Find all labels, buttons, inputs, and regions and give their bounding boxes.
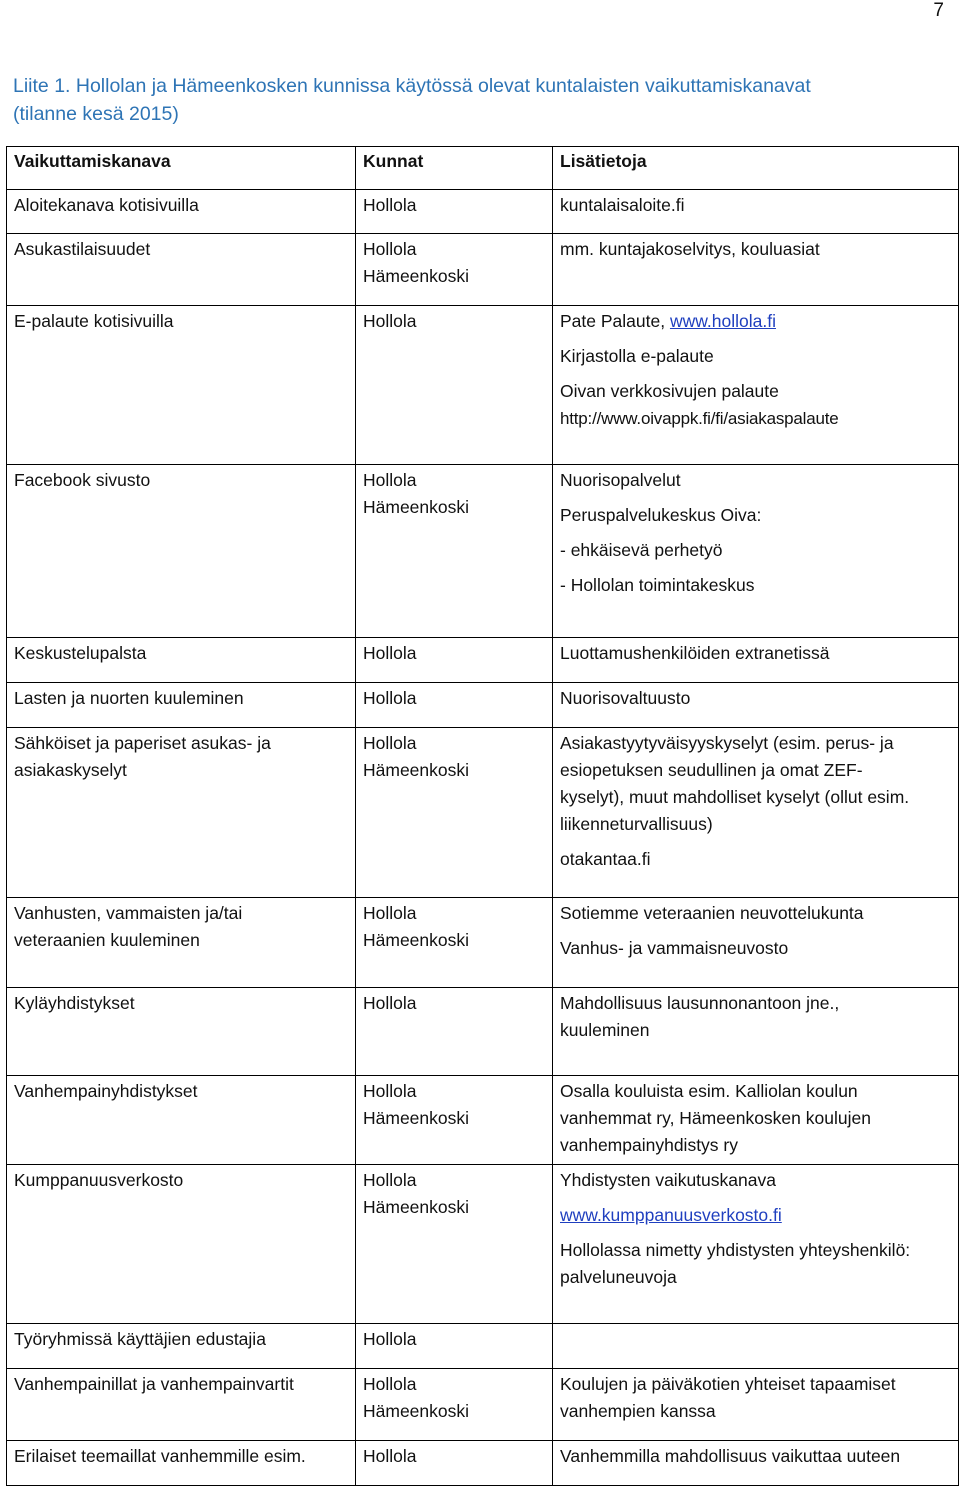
info-paragraph [560, 1443, 952, 1470]
info-text: palveluneuvoja [560, 1267, 677, 1287]
page-number: 7 [933, 0, 944, 21]
municipalities-cell [356, 728, 553, 898]
table-header-row [7, 147, 959, 190]
info-text: - Hollolan toimintakeskus [560, 575, 755, 595]
channel-cell [7, 1324, 356, 1369]
channel-text: Vanhempainillat ja vanhempainvartit [14, 1374, 294, 1394]
info-text: Kirjastolla e-palaute [560, 346, 714, 366]
heading-line-1: Liite 1. Hollolan ja Hämeenkosken kunnissa käytössä olevat kuntalaisten vaikuttamiskanavat [13, 75, 811, 97]
info-text: Asiakastyytyväisyyskyselyt (esim. perus- ja [560, 733, 894, 753]
info-cell [553, 190, 959, 234]
table-row [7, 1441, 959, 1486]
channel-text: Asukastilaisuudet [14, 239, 151, 259]
municipality-text: Hollola [363, 239, 417, 259]
info-text: vanhempien kanssa [560, 1401, 716, 1421]
channel-text: asiakaskyselyt [14, 760, 127, 780]
municipality-text: Hämeenkoski [363, 930, 470, 950]
channel-cell [7, 988, 356, 1076]
municipality-text: Hollola [363, 733, 417, 753]
info-text: Peruspalvelukeskus Oiva: [560, 505, 762, 525]
info-text: Sotiemme veteraanien neuvottelukunta [560, 903, 864, 923]
municipality-text: Hollola [363, 688, 417, 708]
info-text: kuuleminen [560, 1020, 650, 1040]
municipality-text: Hollola [363, 1329, 417, 1349]
info-text: - ehkäisevä perhetyö [560, 540, 723, 560]
info-paragraph [560, 1237, 952, 1291]
channel-text: Facebook sivusto [14, 470, 151, 490]
municipality-text: Hämeenkoski [363, 1401, 470, 1421]
municipalities-cell [356, 898, 553, 988]
municipality-text: Hollola [363, 993, 417, 1013]
info-text: http://www.oivappk.fi/fi/asiakaspalaute [560, 409, 839, 428]
heading-line-2: (tilanne kesä 2015) [13, 103, 179, 125]
info-paragraph [560, 467, 952, 494]
info-link[interactable]: www.kumppanuusverkosto.fi [560, 1205, 782, 1225]
table-row [7, 234, 959, 306]
info-cell [553, 683, 959, 728]
influence-channels-table [6, 146, 959, 1486]
channel-cell [7, 683, 356, 728]
table-row [7, 683, 959, 728]
municipalities-cell [356, 1441, 553, 1486]
info-text: Osalla kouluista esim. Kalliolan koulun [560, 1081, 858, 1101]
info-paragraph [560, 572, 952, 599]
info-paragraph [560, 640, 952, 667]
info-paragraph [560, 1078, 952, 1159]
table-row [7, 898, 959, 988]
table-row [7, 465, 959, 638]
channel-text: Työryhmissä käyttäjien edustajia [14, 1329, 266, 1349]
info-paragraph [560, 846, 952, 873]
table-row [7, 190, 959, 234]
channel-text: Kyläyhdistykset [14, 993, 135, 1013]
info-cell [553, 1324, 959, 1369]
channel-cell [7, 234, 356, 306]
info-paragraph [560, 730, 952, 838]
channel-text: Erilaiset teemaillat vanhemmille esim. [14, 1446, 306, 1466]
info-cell [553, 1165, 959, 1324]
header-channel: Vaikuttamiskanava [7, 147, 356, 190]
info-paragraph [560, 378, 952, 432]
channel-text: Aloitekanava kotisivuilla [14, 195, 199, 215]
channel-cell [7, 1441, 356, 1486]
info-text: Oivan verkkosivujen palaute [560, 381, 779, 401]
info-text: vanhempainyhdistys ry [560, 1135, 738, 1155]
channel-text: veteraanien kuuleminen [14, 930, 200, 950]
municipalities-cell [356, 1165, 553, 1324]
info-cell [553, 1369, 959, 1441]
channel-text: Lasten ja nuorten kuuleminen [14, 688, 244, 708]
info-cell [553, 234, 959, 306]
info-text: vanhemmat ry, Hämeenkosken koulujen [560, 1108, 871, 1128]
info-paragraph [560, 990, 952, 1044]
municipality-text: Hämeenkoski [363, 266, 470, 286]
municipality-text: Hollola [363, 311, 417, 331]
header-info: Lisätietoja [553, 147, 959, 190]
info-text: Nuorisovaltuusto [560, 688, 691, 708]
municipality-text: Hämeenkoski [363, 1197, 470, 1217]
info-cell [553, 638, 959, 683]
info-cell [553, 988, 959, 1076]
info-text: Pate Palaute, [560, 311, 670, 331]
info-paragraph [560, 1371, 952, 1425]
info-cell [553, 1441, 959, 1486]
info-cell [553, 1076, 959, 1165]
info-text: Vanhus- ja vammaisneuvosto [560, 938, 789, 958]
municipality-text: Hämeenkoski [363, 1108, 470, 1128]
table-row [7, 1324, 959, 1369]
info-text: kyselyt), muut mahdolliset kyselyt (ollut esim. [560, 787, 910, 807]
municipalities-cell [356, 234, 553, 306]
table-row [7, 1369, 959, 1441]
channel-cell [7, 1165, 356, 1324]
municipalities-cell [356, 190, 553, 234]
channel-cell [7, 190, 356, 234]
municipalities-cell [356, 1076, 553, 1165]
info-paragraph [560, 1167, 952, 1194]
municipalities-cell [356, 988, 553, 1076]
channel-cell [7, 728, 356, 898]
info-cell [553, 465, 959, 638]
info-cell [553, 728, 959, 898]
info-text: Hollolassa nimetty yhdistysten yhteyshenkilö: [560, 1240, 911, 1260]
info-text: otakantaa.fi [560, 849, 651, 869]
info-paragraph [560, 308, 952, 335]
channel-text: Kumppanuusverkosto [14, 1170, 184, 1190]
municipality-text: Hollola [363, 1374, 417, 1394]
info-text: Yhdistysten vaikutuskanava [560, 1170, 776, 1190]
info-paragraph [560, 685, 952, 712]
municipalities-cell [356, 683, 553, 728]
table-row [7, 988, 959, 1076]
info-paragraph [560, 1202, 952, 1229]
table-row [7, 1165, 959, 1324]
info-paragraph [560, 502, 952, 529]
info-cell [553, 898, 959, 988]
channel-text: Keskustelupalsta [14, 643, 147, 663]
channel-text: Vanhusten, vammaisten ja/tai [14, 903, 243, 923]
municipality-text: Hollola [363, 903, 417, 923]
municipality-text: Hämeenkoski [363, 497, 470, 517]
info-text: kuntalaisaloite.fi [560, 195, 685, 215]
info-text: esiopetuksen seudullinen ja omat ZEF- [560, 760, 863, 780]
municipality-text: Hämeenkoski [363, 760, 470, 780]
info-text: Luottamushenkilöiden extranetissä [560, 643, 830, 663]
info-paragraph [560, 900, 952, 927]
header-municipalities: Kunnat [356, 147, 553, 190]
info-text: Koulujen ja päiväkotien yhteiset tapaamiset [560, 1374, 896, 1394]
channel-cell [7, 1076, 356, 1165]
channel-text: Sähköiset ja paperiset asukas- ja [14, 733, 271, 753]
municipality-text: Hollola [363, 1170, 417, 1190]
municipalities-cell [356, 306, 553, 465]
info-paragraph [560, 192, 952, 219]
info-cell [553, 306, 959, 465]
info-text: Nuorisopalvelut [560, 470, 681, 490]
municipality-text: Hollola [363, 1081, 417, 1101]
info-text: Vanhemmilla mahdollisuus vaikuttaa uuteen [560, 1446, 901, 1466]
info-paragraph [560, 537, 952, 564]
municipality-text: Hollola [363, 643, 417, 663]
channel-cell [7, 465, 356, 638]
channel-cell [7, 898, 356, 988]
channel-cell [7, 1369, 356, 1441]
table-row [7, 1076, 959, 1165]
info-paragraph [560, 236, 952, 263]
municipality-text: Hollola [363, 1446, 417, 1466]
channel-text: E-palaute kotisivuilla [14, 311, 174, 331]
info-paragraph [560, 935, 952, 962]
table-row [7, 728, 959, 898]
info-paragraph [560, 343, 952, 370]
channel-cell [7, 638, 356, 683]
municipality-text: Hollola [363, 470, 417, 490]
info-text: Mahdollisuus lausunnonantoon jne., [560, 993, 840, 1013]
channel-cell [7, 306, 356, 465]
info-text: mm. kuntajakoselvitys, kouluasiat [560, 239, 820, 259]
table-row [7, 306, 959, 465]
appendix-heading [13, 72, 913, 128]
municipalities-cell [356, 1369, 553, 1441]
info-text: liikenneturvallisuus) [560, 814, 713, 834]
municipalities-cell [356, 1324, 553, 1369]
municipalities-cell [356, 638, 553, 683]
info-link[interactable]: www.hollola.fi [669, 311, 776, 331]
channel-text: Vanhempainyhdistykset [14, 1081, 198, 1101]
municipality-text: Hollola [363, 195, 417, 215]
municipalities-cell [356, 465, 553, 638]
table-row [7, 638, 959, 683]
